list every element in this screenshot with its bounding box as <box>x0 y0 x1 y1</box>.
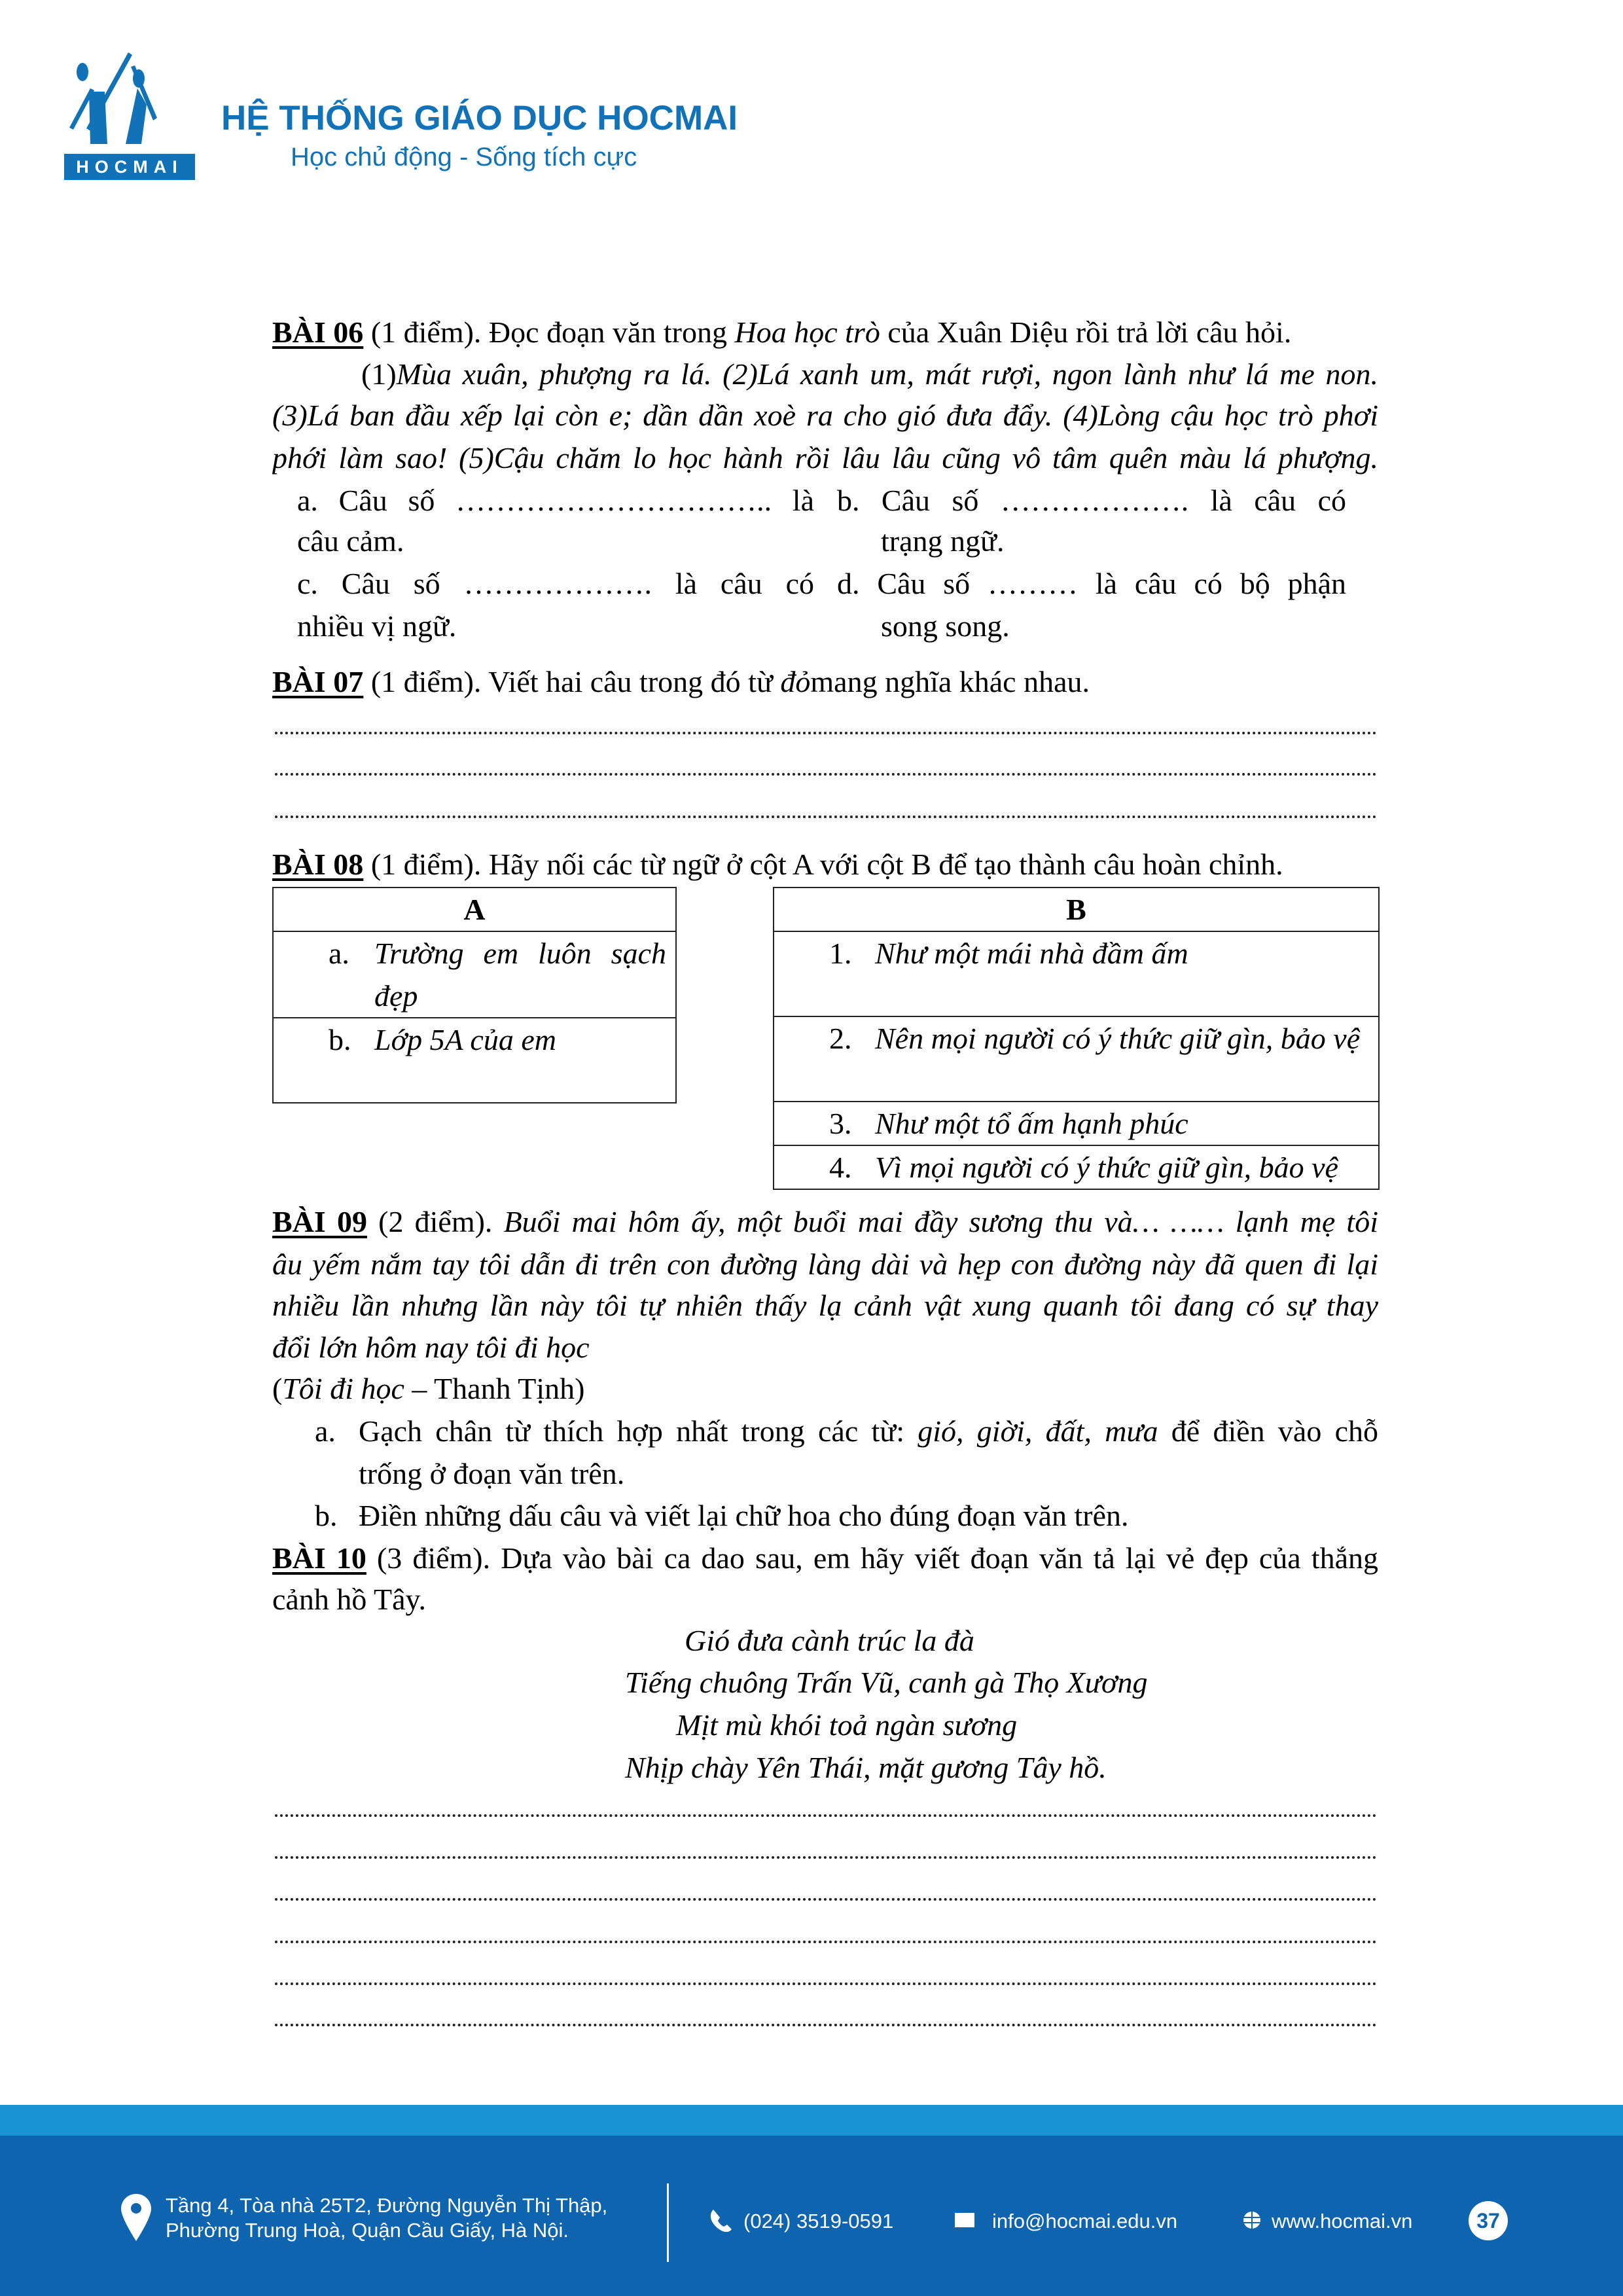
row-label: 4. <box>829 1151 852 1184</box>
text-segment: (3)Lá ban đầu xếp lại còn e; dần dần xoè ra cho gió đưa đẩy. (4)Lòng cậu học trò phơi <box>272 399 1378 432</box>
poem-line: Gió đưa cành trúc la đà <box>685 1624 974 1657</box>
bai06-passage-line <box>272 437 1378 479</box>
row-text: Như một tổ ấm hạnh phúc <box>875 1107 1188 1140</box>
poem-line: Tiếng chuông Trấn Vũ, canh gà Thọ Xương <box>625 1666 1148 1699</box>
answer-line[interactable] <box>275 1982 1377 1985</box>
answer-line[interactable] <box>275 1856 1377 1859</box>
bai06-passage-line <box>272 394 1378 437</box>
text-segment: Buổi mai hôm ấy, một buổi mai đầy sương thu và… …… lạnh mẹ tôi <box>503 1205 1378 1238</box>
text-segment: (3 điểm). Dựa vào bài ca dao sau, em hãy viết đoạn văn tả lại vẻ đẹp của thắng <box>366 1541 1378 1575</box>
row-label: b. <box>329 1023 351 1056</box>
text-segment: cảnh hồ Tây. <box>272 1583 427 1616</box>
bai09-a-text-cont: trống ở đoạn văn trên. <box>359 1457 625 1490</box>
column-b-header: B <box>774 888 1379 931</box>
answer-line[interactable] <box>275 2024 1377 2026</box>
text-segment: (2 điểm). <box>366 1205 504 1238</box>
bai07-heading <box>272 660 1378 703</box>
brand-slogan: Học chủ động - Sống tích cực <box>291 143 637 171</box>
footer-divider <box>667 2183 669 2262</box>
poem-line: Mịt mù khói toả ngàn sương <box>676 1708 1018 1742</box>
answer-line[interactable] <box>275 1814 1377 1817</box>
footer-phone[interactable]: (024) 3519-0591 <box>743 2210 894 2233</box>
footer-address-line1: Tầng 4, Tòa nhà 25T2, Đường Nguyễn Thị Thập, <box>166 2194 608 2217</box>
row-text: Trường em luôn sạch đẹp <box>374 937 666 1013</box>
text-segment: (1 điểm). Hãy nối các từ ngữ ở cột A với cột B để tạo thành câu hoàn chỉnh. <box>363 848 1283 881</box>
text-segment: Gạch chân từ thích hợp nhất trong các từ: <box>359 1414 918 1448</box>
row-text: Như một mái nhà đầm ấm <box>875 937 1188 970</box>
text-segment: để điền vào chỗ <box>1158 1414 1378 1448</box>
answer-line[interactable] <box>275 732 1377 734</box>
bai06-item-c: c. Câu số ………………. là câu có <box>297 567 814 600</box>
page-number: 37 <box>1469 2201 1508 2240</box>
phone-icon <box>708 2207 732 2233</box>
text-segment: ( <box>272 1372 283 1405</box>
hocmai-logo <box>64 52 195 180</box>
text-segment: nhiều lần nhưng lần này tôi tự nhiên thấy lạ cảnh vật xung quanh tôi đang có sự thay <box>272 1289 1378 1322</box>
table-row <box>273 931 676 1018</box>
text-segment: Tôi đi học <box>282 1372 404 1405</box>
footer-address-line2: Phường Trung Hoà, Quận Cầu Giấy, Hà Nội. <box>166 2219 569 2242</box>
answer-line[interactable] <box>275 1941 1377 1943</box>
bai06-item-d-cont: song song. <box>881 609 1010 643</box>
brand-title: HỆ THỐNG GIÁO DỤC HOCMAI <box>221 99 738 137</box>
bai10-heading <box>272 1537 1378 1579</box>
row-label: 2. <box>829 1022 852 1055</box>
footer-email[interactable]: info@hocmai.edu.vn <box>992 2210 1178 2233</box>
text-segment: – Thanh Tịnh) <box>404 1372 585 1405</box>
row-label: a. <box>329 937 349 970</box>
row-label: 3. <box>829 1107 852 1140</box>
exercise-label: BÀI 07 <box>272 665 364 698</box>
row-text: Lớp 5A của em <box>374 1023 556 1056</box>
bai06-item-d: d. Câu số ……… là câu có bộ phận <box>837 567 1346 600</box>
bai09-b-text: Điền những dấu câu và viết lại chữ hoa cho đúng đoạn văn trên. <box>359 1499 1129 1532</box>
email-icon <box>955 2213 974 2227</box>
exercise-label: BÀI 10 <box>272 1541 366 1575</box>
bai09-a-text <box>359 1410 1378 1452</box>
bai06-item-b-cont: trạng ngữ. <box>881 524 1005 558</box>
text-segment: (1 điểm). Đọc đoạn văn trong <box>363 315 735 349</box>
text-segment: (1 điểm). Viết hai câu trong đó từ <box>363 665 781 698</box>
bai06-item-a-cont: câu cảm. <box>297 524 404 558</box>
footer-website[interactable]: www.hocmai.vn <box>1272 2210 1413 2233</box>
bai09-b-label: b. <box>315 1499 338 1532</box>
answer-line[interactable] <box>275 1898 1377 1901</box>
exercise-label: BÀI 09 <box>272 1205 367 1238</box>
bai06-passage-line <box>361 353 1378 395</box>
bai09-a-label: a. <box>315 1414 336 1448</box>
table-row <box>273 1018 676 1103</box>
text-segment: đỏ <box>780 665 811 698</box>
svg-text:HOCMAI: HOCMAI <box>76 157 183 177</box>
answer-line[interactable] <box>275 816 1377 818</box>
table-row <box>774 1016 1379 1102</box>
row-text: Nên mọi người có ý thức giữ gìn, bảo vệ <box>875 1022 1361 1055</box>
exercise-label: BÀI 06 <box>272 315 364 349</box>
bai06-item-b: b. Câu số ………………. là câu có <box>837 484 1346 517</box>
table-row <box>774 1145 1379 1189</box>
bai09-passage-line <box>272 1243 1378 1285</box>
bai08-heading <box>272 843 1378 886</box>
text-segment: đổi lớn hôm nay tôi đi học <box>272 1331 590 1364</box>
text-segment: Mùa xuân, phượng ra lá. (2)Lá xanh um, mát rượi, ngon lành như lá me non. <box>396 357 1378 391</box>
bai09-passage-line <box>272 1284 1378 1327</box>
text-segment: (1) <box>361 357 397 391</box>
exercise-label: BÀI 08 <box>272 848 364 881</box>
table-row <box>774 1102 1379 1145</box>
bai09-passage-line <box>272 1326 1378 1369</box>
text-segment: gió, giời, đất, mưa <box>918 1414 1158 1448</box>
bai09-source <box>272 1367 1378 1410</box>
text-segment: của Xuân Diệu rồi trả lời câu hỏi. <box>880 315 1292 349</box>
bai06-heading <box>272 311 1378 353</box>
globe-icon <box>1243 2211 1261 2229</box>
row-text: Vì mọi người có ý thức giữ gìn, bảo vệ <box>875 1151 1338 1184</box>
column-a-header: A <box>273 888 676 931</box>
bai09-heading <box>272 1200 1378 1243</box>
bai06-item-a: a. Câu số ………………………….. là <box>297 484 814 517</box>
column-b-table <box>773 887 1380 1190</box>
text-segment: phới làm sao! (5)Cậu chăm lo học hành rồi lâu lâu cũng vô tâm quên màu lá phượng. <box>272 441 1378 475</box>
footer-band-light <box>0 2105 1623 2136</box>
bai06-item-c-cont: nhiều vị ngữ. <box>297 609 457 643</box>
text-segment: âu yếm nắm tay tôi dẫn đi trên con đường làng dài và hẹp con đường này đã quen đi lại <box>272 1247 1378 1281</box>
table-row <box>774 931 1379 1016</box>
column-a-table <box>272 887 677 1103</box>
row-label: 1. <box>829 937 852 970</box>
bai10-heading-cont <box>272 1578 1378 1621</box>
poem-line: Nhịp chày Yên Thái, mặt gương Tây hồ. <box>625 1751 1107 1784</box>
location-pin-icon <box>121 2194 151 2241</box>
text-segment: Hoa học trò <box>734 315 880 349</box>
text-segment: mang nghĩa khác nhau. <box>810 665 1090 698</box>
answer-line[interactable] <box>275 773 1377 776</box>
